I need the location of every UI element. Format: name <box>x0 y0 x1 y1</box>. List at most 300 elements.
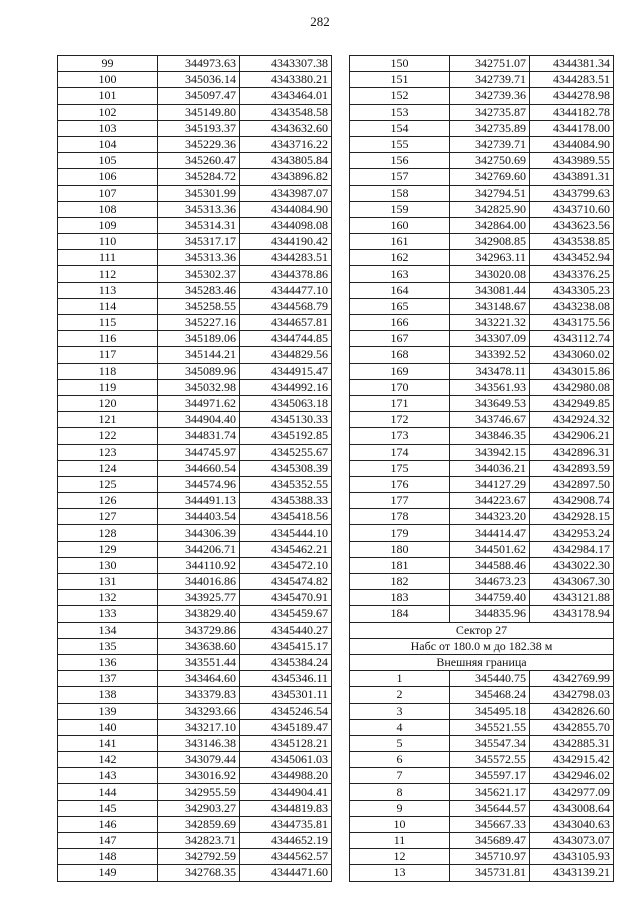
coord-x: 345644.57 <box>450 800 530 816</box>
coord-x: 342735.89 <box>450 120 530 136</box>
coord-x: 345495.18 <box>450 703 530 719</box>
coord-x: 342963.11 <box>450 250 530 266</box>
table-row <box>350 849 614 865</box>
table-row <box>58 768 332 784</box>
table-row <box>58 88 332 104</box>
table-row <box>350 72 614 88</box>
coord-x: 344574.96 <box>158 476 240 492</box>
coord-x: 345301.99 <box>158 185 240 201</box>
table-row <box>58 687 332 703</box>
coord-y: 4345192.85 <box>240 428 332 444</box>
table-row <box>350 574 614 590</box>
coord-x: 344306.39 <box>158 525 240 541</box>
coord-x: 345302.37 <box>158 266 240 282</box>
coord-y: 4344381.34 <box>530 56 614 72</box>
coord-y: 4344283.51 <box>530 72 614 88</box>
table-row <box>58 104 332 120</box>
coord-x: 344759.40 <box>450 590 530 606</box>
coord-x: 345227.16 <box>158 315 240 331</box>
point-number: 139 <box>58 703 158 719</box>
section-header-row <box>350 622 614 638</box>
point-number: 176 <box>350 476 450 492</box>
point-number: 156 <box>350 153 450 169</box>
coord-x: 342769.60 <box>450 169 530 185</box>
table-row <box>350 315 614 331</box>
point-number: 124 <box>58 460 158 476</box>
coord-x: 343478.11 <box>450 363 530 379</box>
coord-y: 4343175.56 <box>530 315 614 331</box>
coord-x: 342750.69 <box>450 153 530 169</box>
table-row <box>58 379 332 395</box>
point-number: 125 <box>58 476 158 492</box>
coord-y: 4343105.93 <box>530 849 614 865</box>
coord-x: 342825.90 <box>450 201 530 217</box>
table-row <box>58 590 332 606</box>
point-number: 148 <box>58 849 158 865</box>
coord-y: 4343307.38 <box>240 56 332 72</box>
coord-x: 343561.93 <box>450 379 530 395</box>
point-number: 180 <box>350 541 450 557</box>
coord-y: 4345388.33 <box>240 493 332 509</box>
coord-y: 4345246.54 <box>240 703 332 719</box>
coord-y: 4343452.94 <box>530 250 614 266</box>
table-row <box>350 282 614 298</box>
point-number: 166 <box>350 315 450 331</box>
table-row <box>58 217 332 233</box>
point-number: 10 <box>350 816 450 832</box>
coord-y: 4343380.21 <box>240 72 332 88</box>
table-row <box>58 282 332 298</box>
table-row <box>58 331 332 347</box>
coord-x: 343551.44 <box>158 654 240 670</box>
sector-title: Сектор 27 <box>350 622 614 638</box>
coord-x: 344660.54 <box>158 460 240 476</box>
table-row <box>58 525 332 541</box>
point-number: 158 <box>350 185 450 201</box>
coord-y: 4345063.18 <box>240 395 332 411</box>
point-number: 109 <box>58 217 158 233</box>
coord-y: 4345346.11 <box>240 671 332 687</box>
coord-y: 4343632.60 <box>240 120 332 136</box>
table-row <box>58 703 332 719</box>
coord-y: 4344568.79 <box>240 298 332 314</box>
point-number: 115 <box>58 315 158 331</box>
point-number: 102 <box>58 104 158 120</box>
point-number: 154 <box>350 120 450 136</box>
coord-x: 344501.62 <box>450 541 530 557</box>
coord-x: 342823.71 <box>158 833 240 849</box>
point-number: 181 <box>350 557 450 573</box>
coord-y: 4345459.67 <box>240 606 332 622</box>
point-number: 152 <box>350 88 450 104</box>
table-row <box>350 752 614 768</box>
coord-x: 345317.17 <box>158 234 240 250</box>
coord-y: 4345255.67 <box>240 444 332 460</box>
coord-y: 4345352.55 <box>240 476 332 492</box>
table-row <box>350 169 614 185</box>
table-row <box>350 120 614 136</box>
coord-x: 345731.81 <box>450 865 530 881</box>
coord-y: 4343139.21 <box>530 865 614 881</box>
point-number: 162 <box>350 250 450 266</box>
point-number: 151 <box>350 72 450 88</box>
coord-x: 345521.55 <box>450 719 530 735</box>
point-number: 120 <box>58 395 158 411</box>
table-row <box>58 574 332 590</box>
coord-x: 342739.71 <box>450 136 530 152</box>
coord-y: 4342949.85 <box>530 395 614 411</box>
point-number: 146 <box>58 816 158 832</box>
coord-y: 4345440.27 <box>240 622 332 638</box>
table-row <box>58 735 332 751</box>
coord-x: 342794.51 <box>450 185 530 201</box>
coord-y: 4344378.86 <box>240 266 332 282</box>
coord-y: 4344657.81 <box>240 315 332 331</box>
coord-y: 4345308.39 <box>240 460 332 476</box>
table-row <box>58 298 332 314</box>
coord-y: 4343896.82 <box>240 169 332 185</box>
point-number: 6 <box>350 752 450 768</box>
coord-x: 342768.35 <box>158 865 240 881</box>
table-row <box>350 153 614 169</box>
point-number: 137 <box>58 671 158 687</box>
table-row <box>58 444 332 460</box>
table-row <box>350 298 614 314</box>
point-number: 165 <box>350 298 450 314</box>
point-number: 145 <box>58 800 158 816</box>
point-number: 121 <box>58 412 158 428</box>
coord-y: 4343022.30 <box>530 557 614 573</box>
coord-x: 342859.69 <box>158 816 240 832</box>
point-number: 100 <box>58 72 158 88</box>
point-number: 7 <box>350 768 450 784</box>
point-number: 108 <box>58 201 158 217</box>
coord-x: 345189.06 <box>158 331 240 347</box>
table-row <box>58 169 332 185</box>
point-number: 113 <box>58 282 158 298</box>
coord-x: 344745.97 <box>158 444 240 460</box>
coord-x: 343020.08 <box>450 266 530 282</box>
point-number: 177 <box>350 493 450 509</box>
coord-y: 4345301.11 <box>240 687 332 703</box>
coordinates-table-right <box>349 55 614 882</box>
table-row <box>58 72 332 88</box>
table-row <box>58 412 332 428</box>
point-number: 101 <box>58 88 158 104</box>
coord-x: 345547.34 <box>450 735 530 751</box>
point-number: 8 <box>350 784 450 800</box>
coord-x: 343016.92 <box>158 768 240 784</box>
point-number: 173 <box>350 428 450 444</box>
coord-y: 4344829.56 <box>240 347 332 363</box>
coord-y: 4343008.64 <box>530 800 614 816</box>
coord-y: 4342769.99 <box>530 671 614 687</box>
point-number: 135 <box>58 638 158 654</box>
point-number: 170 <box>350 379 450 395</box>
table-row <box>58 493 332 509</box>
point-number: 178 <box>350 509 450 525</box>
sector-height-range: Набс от 180.0 м до 182.38 м <box>350 638 614 654</box>
table-row <box>350 395 614 411</box>
point-number: 99 <box>58 56 158 72</box>
point-number: 4 <box>350 719 450 735</box>
coord-x: 345572.55 <box>450 752 530 768</box>
coord-y: 4343805.84 <box>240 153 332 169</box>
coord-y: 4345418.56 <box>240 509 332 525</box>
point-number: 107 <box>58 185 158 201</box>
table-row <box>58 509 332 525</box>
coord-y: 4344652.19 <box>240 833 332 849</box>
coord-y: 4344744.85 <box>240 331 332 347</box>
table-row <box>58 428 332 444</box>
point-number: 150 <box>350 56 450 72</box>
coord-y: 4343121.88 <box>530 590 614 606</box>
point-number: 155 <box>350 136 450 152</box>
table-row <box>350 525 614 541</box>
coord-x: 345621.17 <box>450 784 530 800</box>
coord-x: 342955.59 <box>158 784 240 800</box>
coord-y: 4342908.74 <box>530 493 614 509</box>
point-number: 160 <box>350 217 450 233</box>
table-row <box>58 622 332 638</box>
table-row <box>350 606 614 622</box>
point-number: 123 <box>58 444 158 460</box>
point-number: 157 <box>350 169 450 185</box>
coord-x: 344971.62 <box>158 395 240 411</box>
coord-y: 4343464.01 <box>240 88 332 104</box>
table-row <box>350 784 614 800</box>
point-number: 127 <box>58 509 158 525</box>
coord-y: 4342915.42 <box>530 752 614 768</box>
section-header-row <box>350 638 614 654</box>
table-row <box>350 56 614 72</box>
coord-x: 345313.36 <box>158 250 240 266</box>
table-row <box>350 444 614 460</box>
table-row <box>350 816 614 832</box>
point-number: 130 <box>58 557 158 573</box>
coord-y: 4345444.10 <box>240 525 332 541</box>
table-row <box>58 719 332 735</box>
coord-x: 342903.27 <box>158 800 240 816</box>
coord-y: 4345189.47 <box>240 719 332 735</box>
coord-y: 4343799.63 <box>530 185 614 201</box>
coord-y: 4343015.86 <box>530 363 614 379</box>
coord-x: 345032.98 <box>158 379 240 395</box>
coord-y: 4342946.02 <box>530 768 614 784</box>
table-row <box>58 638 332 654</box>
coord-y: 4344190.42 <box>240 234 332 250</box>
coord-y: 4343710.60 <box>530 201 614 217</box>
coord-x: 344973.63 <box>158 56 240 72</box>
table-row <box>58 541 332 557</box>
coord-y: 4342980.08 <box>530 379 614 395</box>
table-row <box>350 217 614 233</box>
coord-y: 4343112.74 <box>530 331 614 347</box>
table-row <box>350 865 614 881</box>
point-number: 126 <box>58 493 158 509</box>
coord-x: 344491.13 <box>158 493 240 509</box>
coord-x: 344016.86 <box>158 574 240 590</box>
coord-x: 345036.14 <box>158 72 240 88</box>
point-number: 128 <box>58 525 158 541</box>
coord-y: 4345462.21 <box>240 541 332 557</box>
coord-x: 343846.35 <box>450 428 530 444</box>
coord-x: 342739.36 <box>450 88 530 104</box>
coord-y: 4342977.09 <box>530 784 614 800</box>
point-number: 159 <box>350 201 450 217</box>
table-row <box>350 266 614 282</box>
coord-y: 4342885.31 <box>530 735 614 751</box>
point-number: 179 <box>350 525 450 541</box>
coord-y: 4345061.03 <box>240 752 332 768</box>
point-number: 116 <box>58 331 158 347</box>
point-number: 167 <box>350 331 450 347</box>
coord-x: 345283.46 <box>158 282 240 298</box>
coord-y: 4343060.02 <box>530 347 614 363</box>
coord-x: 343942.15 <box>450 444 530 460</box>
coord-x: 343829.40 <box>158 606 240 622</box>
table-row <box>58 557 332 573</box>
coord-x: 343746.67 <box>450 412 530 428</box>
coord-y: 4344182.78 <box>530 104 614 120</box>
coord-x: 344831.74 <box>158 428 240 444</box>
coord-y: 4343073.07 <box>530 833 614 849</box>
point-number: 168 <box>350 347 450 363</box>
coord-y: 4344904.41 <box>240 784 332 800</box>
coord-x: 344127.29 <box>450 476 530 492</box>
table-row <box>58 654 332 670</box>
point-number: 175 <box>350 460 450 476</box>
table-row <box>58 363 332 379</box>
coord-y: 4344988.20 <box>240 768 332 784</box>
coord-y: 4344992.16 <box>240 379 332 395</box>
point-number: 131 <box>58 574 158 590</box>
coord-x: 344323.20 <box>450 509 530 525</box>
coord-x: 342792.59 <box>158 849 240 865</box>
point-number: 117 <box>58 347 158 363</box>
table-row <box>350 331 614 347</box>
coord-x: 345689.47 <box>450 833 530 849</box>
coord-y: 4343538.85 <box>530 234 614 250</box>
point-number: 105 <box>58 153 158 169</box>
point-number: 110 <box>58 234 158 250</box>
table-row <box>350 379 614 395</box>
table-row <box>350 671 614 687</box>
point-number: 174 <box>350 444 450 460</box>
coord-y: 4345384.24 <box>240 654 332 670</box>
point-number: 119 <box>58 379 158 395</box>
table-row <box>350 363 614 379</box>
coord-x: 343079.44 <box>158 752 240 768</box>
table-row <box>58 460 332 476</box>
point-number: 184 <box>350 606 450 622</box>
table-row <box>58 234 332 250</box>
table-row <box>58 201 332 217</box>
page-number: 282 <box>310 14 330 29</box>
coord-y: 4343987.07 <box>240 185 332 201</box>
table-row <box>58 849 332 865</box>
coord-x: 345667.33 <box>450 816 530 832</box>
coord-y: 4343891.31 <box>530 169 614 185</box>
coord-y: 4343548.58 <box>240 104 332 120</box>
point-number: 171 <box>350 395 450 411</box>
table-row <box>350 509 614 525</box>
point-number: 163 <box>350 266 450 282</box>
coord-y: 4342984.17 <box>530 541 614 557</box>
point-number: 1 <box>350 671 450 687</box>
table-row <box>350 800 614 816</box>
point-number: 143 <box>58 768 158 784</box>
coord-x: 343081.44 <box>450 282 530 298</box>
point-number: 161 <box>350 234 450 250</box>
coord-y: 4344735.81 <box>240 816 332 832</box>
coord-x: 344904.40 <box>158 412 240 428</box>
point-number: 111 <box>58 250 158 266</box>
table-row <box>350 185 614 201</box>
coord-x: 344036.21 <box>450 460 530 476</box>
coord-y: 4345474.82 <box>240 574 332 590</box>
coord-y: 4343238.08 <box>530 298 614 314</box>
coord-y: 4344477.10 <box>240 282 332 298</box>
point-number: 9 <box>350 800 450 816</box>
coord-y: 4344283.51 <box>240 250 332 266</box>
table-row <box>58 752 332 768</box>
coord-y: 4345472.10 <box>240 557 332 573</box>
coord-y: 4342826.60 <box>530 703 614 719</box>
table-row <box>350 250 614 266</box>
coord-y: 4344178.00 <box>530 120 614 136</box>
coord-x: 345468.24 <box>450 687 530 703</box>
coord-x: 343638.60 <box>158 638 240 654</box>
coord-y: 4343305.23 <box>530 282 614 298</box>
point-number: 122 <box>58 428 158 444</box>
coord-y: 4344084.90 <box>530 136 614 152</box>
coord-y: 4342924.32 <box>530 412 614 428</box>
coord-y: 4343716.22 <box>240 136 332 152</box>
coord-y: 4344278.98 <box>530 88 614 104</box>
table-row <box>350 493 614 509</box>
coord-x: 343464.60 <box>158 671 240 687</box>
table-row <box>58 136 332 152</box>
coord-x: 344414.47 <box>450 525 530 541</box>
point-number: 103 <box>58 120 158 136</box>
table-row <box>58 606 332 622</box>
coord-y: 4344098.08 <box>240 217 332 233</box>
point-number: 13 <box>350 865 450 881</box>
point-number: 5 <box>350 735 450 751</box>
coord-y: 4344562.57 <box>240 849 332 865</box>
table-row <box>350 347 614 363</box>
coord-x: 344223.67 <box>450 493 530 509</box>
table-row <box>58 250 332 266</box>
coord-x: 342735.87 <box>450 104 530 120</box>
point-number: 144 <box>58 784 158 800</box>
point-number: 133 <box>58 606 158 622</box>
section-header-row <box>350 654 614 670</box>
coord-y: 4345415.17 <box>240 638 332 654</box>
table-row <box>58 315 332 331</box>
point-number: 3 <box>350 703 450 719</box>
coord-y: 4344471.60 <box>240 865 332 881</box>
table-row <box>58 347 332 363</box>
coord-y: 4342798.03 <box>530 687 614 703</box>
table-row <box>350 136 614 152</box>
coord-x: 344835.96 <box>450 606 530 622</box>
table-row <box>58 784 332 800</box>
point-number: 12 <box>350 849 450 865</box>
coord-y: 4342893.59 <box>530 460 614 476</box>
point-number: 149 <box>58 865 158 881</box>
